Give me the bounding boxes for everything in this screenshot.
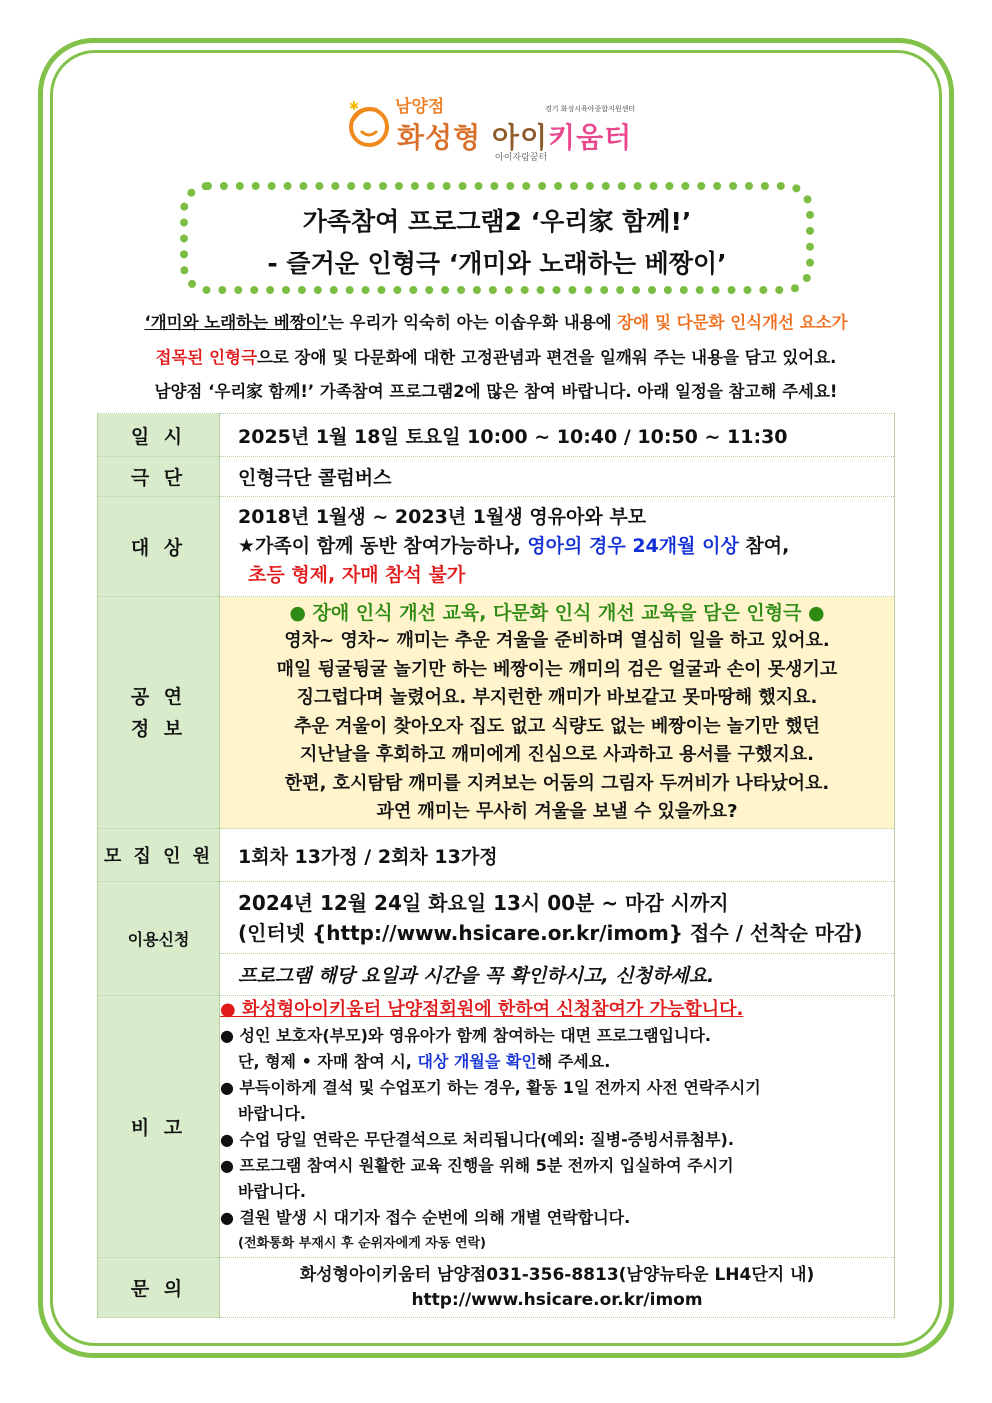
performance-line: 영차~ 영차~ 깨미는 추운 겨울을 준비하며 열심히 일을 하고 있어요. [284, 630, 830, 651]
row-contact [98, 1258, 895, 1318]
logo-branch: 남양점 [395, 97, 445, 117]
label-recruit: 모 집 인 원 [98, 829, 220, 882]
logo [345, 92, 655, 162]
value-troupe: 인형극단 콜럼버스 [220, 457, 895, 497]
intro-line1: ‘개미와 노래하는 베짱이’는 우리가 익숙히 아는 이솝우화 내용에 장애 및 다문화 인식개선 요소가 [144, 313, 848, 332]
info-table [97, 413, 895, 1318]
title-line2: - 즐거운 인형극 ‘개미와 노래하는 베짱이’ [267, 249, 727, 278]
label-contact: 문 의 [98, 1258, 220, 1318]
performance-heading: ● 장애 인식 개선 교육, 다문화 인식 개선 교육을 담은 인형극 ● [289, 601, 825, 624]
label-performance: 공 연 정 보 [98, 597, 220, 829]
intro-line3: 남양점 ‘우리家 함께!’ 가족참여 프로그램2에 많은 참여 바랍니다. 아래 일정을 참고해 주세요! [154, 382, 838, 401]
label-apply: 이용신청 [98, 882, 220, 996]
note-item: ● 결원 발생 시 대기자 접수 순번에 의해 개별 연락합니다. [220, 1207, 631, 1227]
logo-subtitle: 아이자람꿈터 [495, 153, 548, 163]
kid-face-logo-icon [345, 100, 393, 148]
note-item: 바랍니다. [238, 1181, 306, 1201]
performance-line: 매일 뒹굴뒹굴 놀기만 하는 베짱이는 깨미의 검은 얼굴과 손이 못생기고 [276, 658, 838, 680]
title-box [180, 182, 814, 294]
note-item: ● 부득이하게 결석 및 수업포기 하는 경우, 활동 1일 전까지 사전 연락주시기 [220, 1077, 761, 1097]
row-target [98, 497, 895, 597]
performance-line: 지난날을 후회하고 깨미에게 진심으로 사과하고 용서를 구했지요. [300, 744, 814, 765]
row-recruit [98, 829, 895, 882]
value-recruit: 1회차 13가정 / 2회차 13가정 [220, 829, 895, 882]
value-target: 2018년 1월생 ~ 2023년 1월생 영유아와 부모 ★가족이 함께 동반 참여가능하나, 영아의 경우 24개월 이상 참여, 초등 형제, 자매 참석 불가 [220, 497, 895, 597]
logo-org: 경기 화성시육아종합지원센터 [545, 105, 636, 113]
row-apply [98, 882, 895, 954]
value-apply: 2024년 12월 24일 화요일 13시 00분 ~ 마감 시까지 (인터넷 {http://www.hsicare.or.kr/imom} 접수 / 선착순 마감) [220, 882, 895, 954]
row-troupe [98, 457, 895, 497]
value-performance [220, 597, 895, 829]
note-item: 바랍니다. [238, 1103, 306, 1123]
label-notes: 비 고 [98, 996, 220, 1258]
contact-url[interactable]: http://www.hsicare.or.kr/imom [411, 1289, 703, 1310]
label-schedule: 일 시 [98, 414, 220, 457]
note-item: ● 프로그램 참여시 원활한 교육 진행을 위해 5분 전까지 입실하여 주시기 [220, 1155, 734, 1175]
value-notes [220, 996, 895, 1258]
label-troupe: 극 단 [98, 457, 220, 497]
title-line1: 가족참여 프로그램2 ‘우리家 함께!’ [302, 207, 692, 236]
performance-line: 추운 겨울이 찾아오자 집도 없고 식량도 없는 베짱이는 놀기만 했던 [294, 715, 820, 737]
performance-line: 한편, 호시탐탐 깨미를 지켜보는 어둠의 그림자 두꺼비가 나타났어요. [284, 772, 830, 794]
row-notes [98, 996, 895, 1258]
intro-line2: 접목된 인형극으로 장애 및 다문화에 대한 고정관념과 편견을 일깨워 주는 내용을 담고 있어요. [155, 348, 837, 367]
note-item: ● 수업 당일 연락은 무단결석으로 처리됩니다(예외: 질병-증빙서류첨부). [220, 1129, 734, 1149]
label-target: 대 상 [98, 497, 220, 597]
value-contact: 화성형아이키움터 남양점031-356-8813(남양뉴타운 LH4단지 내) http://www.hsicare.or.kr/imom [220, 1258, 895, 1318]
note-item: ● 성인 보호자(부모)와 영유아가 함께 참여하는 대면 프로그램입니다. [220, 1025, 711, 1045]
row-performance [98, 597, 895, 829]
logo-name: 화성형 아이키움터 [397, 121, 633, 154]
note-item: (전화통화 부재시 후 순위자에게 자동 연락) [238, 1235, 486, 1251]
performance-line: 과연 깨미는 무사히 겨울을 보낼 수 있을까요? [376, 801, 738, 822]
note-member-only: ● 화성형아이키움터 남양점회원에 한하여 신청참여가 가능합니다. [220, 998, 744, 1020]
apply-note: 프로그램 해당 요일과 시간을 꼭 확인하시고, 신청하세요. [220, 954, 895, 996]
svg-text:✱: ✱ [349, 100, 360, 113]
row-schedule [98, 414, 895, 457]
value-schedule: 2025년 1월 18일 토요일 10:00 ~ 10:40 / 10:50 ~ 11:30 [220, 414, 895, 457]
note-item: 단, 형제 • 자매 참여 시, 대상 개월을 확인해 주세요. [238, 1051, 611, 1071]
performance-line: 징그럽다며 놀렸어요. 부지런한 깨미가 바보같고 못마땅해 했지요. [296, 687, 818, 708]
